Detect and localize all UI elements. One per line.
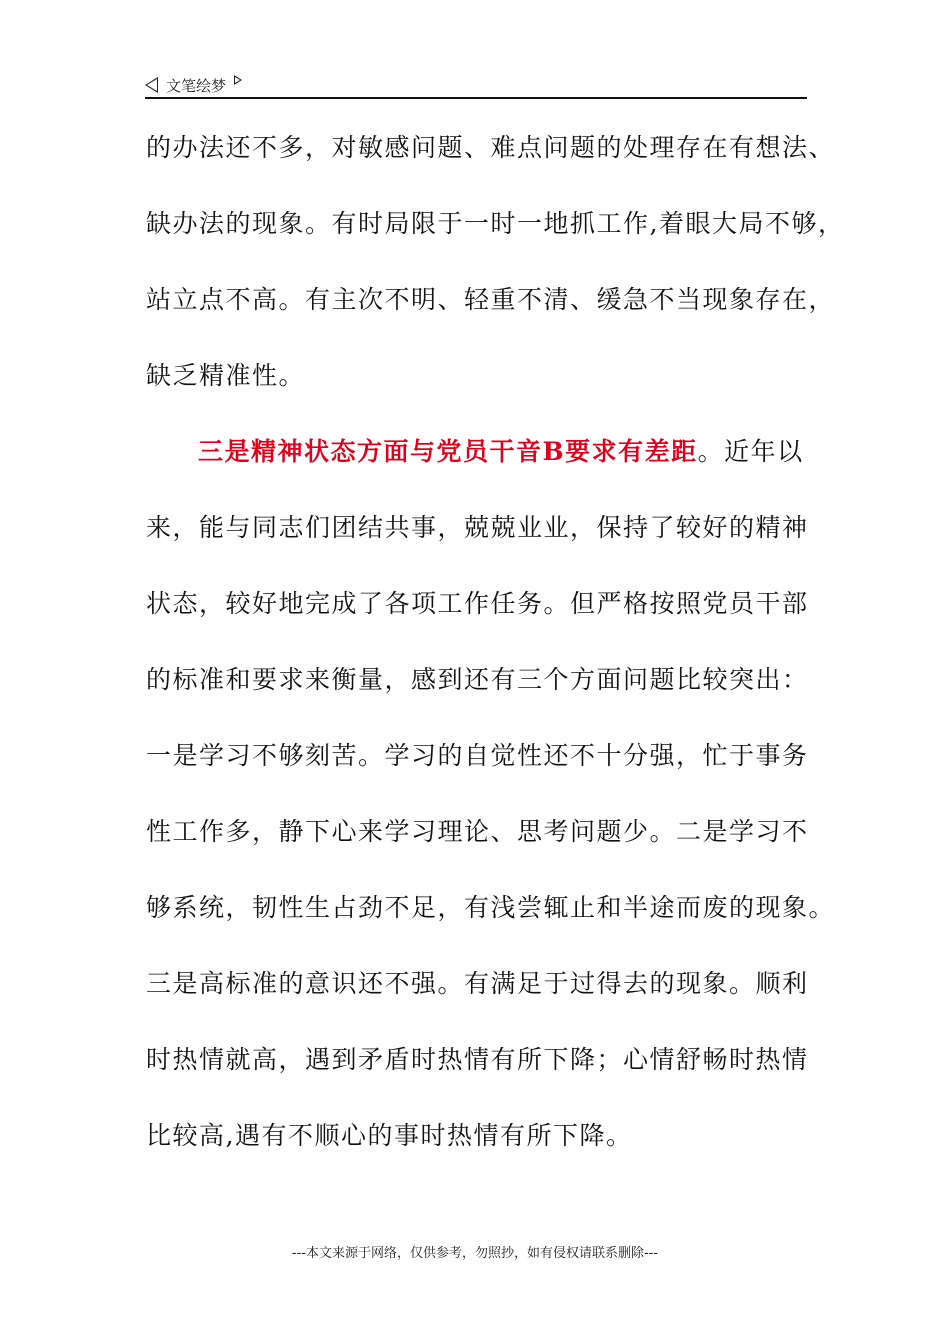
footer-disclaimer: ---本文来源于网络，仅供参考，勿照抄，如有侵权请联系删除--- [291, 1246, 659, 1261]
document-header [145, 72, 242, 98]
paragraph-heading-tail: 。近年以 [697, 437, 804, 466]
body-line: 状态，较好地完成了各项工作任务。但严格按照党员干部 [146, 589, 809, 618]
paragraph-heading: 三是精神状态方面与党员干音B要求有差距 [198, 437, 698, 466]
body-line: 的标准和要求来衡量，感到还有三个方面问题比较突出： [146, 665, 809, 694]
triangle-left-icon [145, 77, 158, 93]
body-line: 三是高标准的意识还不强。有满足于过得去的现象。顺利 [146, 969, 809, 998]
body-line: 缺乏精准性。 [146, 361, 306, 390]
body-line: 性工作多，静下心来学习理论、思考问题少。二是学习不 [146, 817, 809, 846]
body-line: 比较高,遇有不顺心的事时热情有所下降。 [146, 1121, 633, 1150]
header-divider [145, 97, 807, 99]
body-line: 来，能与同志们团结共事，兢兢业业，保持了较好的精神 [146, 513, 809, 542]
document-body [146, 118, 845, 1182]
body-line: 缺办法的现象。有时局限于一时一地抓工作,着眼大局不够， [146, 209, 845, 238]
body-line: 时热情就高，遇到矛盾时热情有所下降；心情舒畅时热情 [146, 1045, 809, 1074]
body-line: 站立点不高。有主次不明、轻重不清、缓急不当现象存在， [146, 285, 836, 314]
body-line: 够系统，韧性生占劲不足，有浅尝辄止和半途而废的现象。 [146, 893, 836, 922]
paragraph-heading-line [146, 422, 818, 498]
body-line: 的办法还不多，对敏感问题、难点问题的处理存在有想法、 [146, 133, 836, 162]
triangle-right-icon [234, 75, 242, 85]
body-line: 一是学习不够刻苦。学习的自觉性还不十分强，忙于事务 [146, 741, 809, 770]
header-brand: 文笔绘梦 [166, 76, 227, 95]
